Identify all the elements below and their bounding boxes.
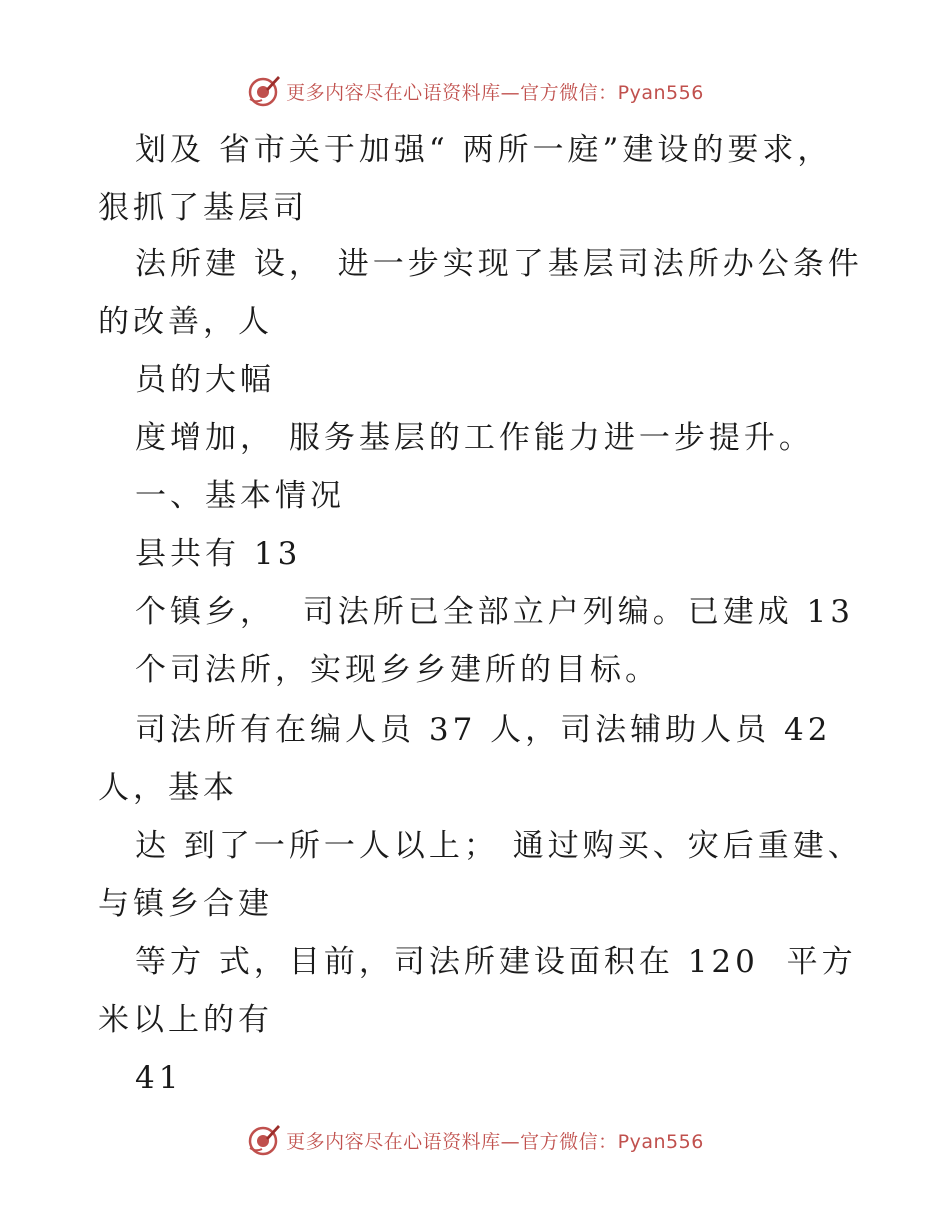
text-line: 司法所有在编人员 37 人，司法辅助人员 42 — [135, 712, 832, 748]
watermark-text: 更多内容尽在心语资料库—官方微信：Pyan556 — [286, 1130, 704, 1153]
text-line: 41 — [135, 1060, 183, 1096]
text-line: 达 到了一所一人以上； 通过购买、灾后重建、 — [135, 828, 863, 864]
text-line: 等方 式，目前，司法所建设面积在 120 平方 — [135, 944, 857, 980]
text-line: 个镇乡， 司法所已全部立户列编。已建成 13 — [135, 594, 855, 630]
text-line: 人，基本 — [98, 770, 238, 806]
text-line: 县共有 13 — [135, 536, 302, 572]
watermark-text: 更多内容尽在心语资料库—官方微信：Pyan556 — [286, 81, 704, 104]
text-line: 与镇乡合建 — [98, 886, 273, 922]
text-line: 法所建 设， 进一步实现了基层司法所办公条件 — [135, 246, 863, 282]
text-line: 员的大幅 — [135, 362, 275, 398]
text-line: 个司法所，实现乡乡建所的目标。 — [135, 652, 660, 688]
text-line: 狠抓了基层司 — [98, 190, 308, 226]
brush-logo-icon — [246, 1122, 282, 1158]
text-line: 度增加， 服务基层的工作能力进一步提升。 — [135, 420, 814, 456]
text-line: 的改善，人 — [98, 304, 273, 340]
text-line: 一、基本情况 — [135, 478, 345, 514]
text-line: 划及 省市关于加强“ 两所一庭”建设的要求， — [135, 132, 833, 168]
footer-watermark — [0, 1120, 950, 1160]
text-line: 米以上的有 — [98, 1002, 273, 1038]
